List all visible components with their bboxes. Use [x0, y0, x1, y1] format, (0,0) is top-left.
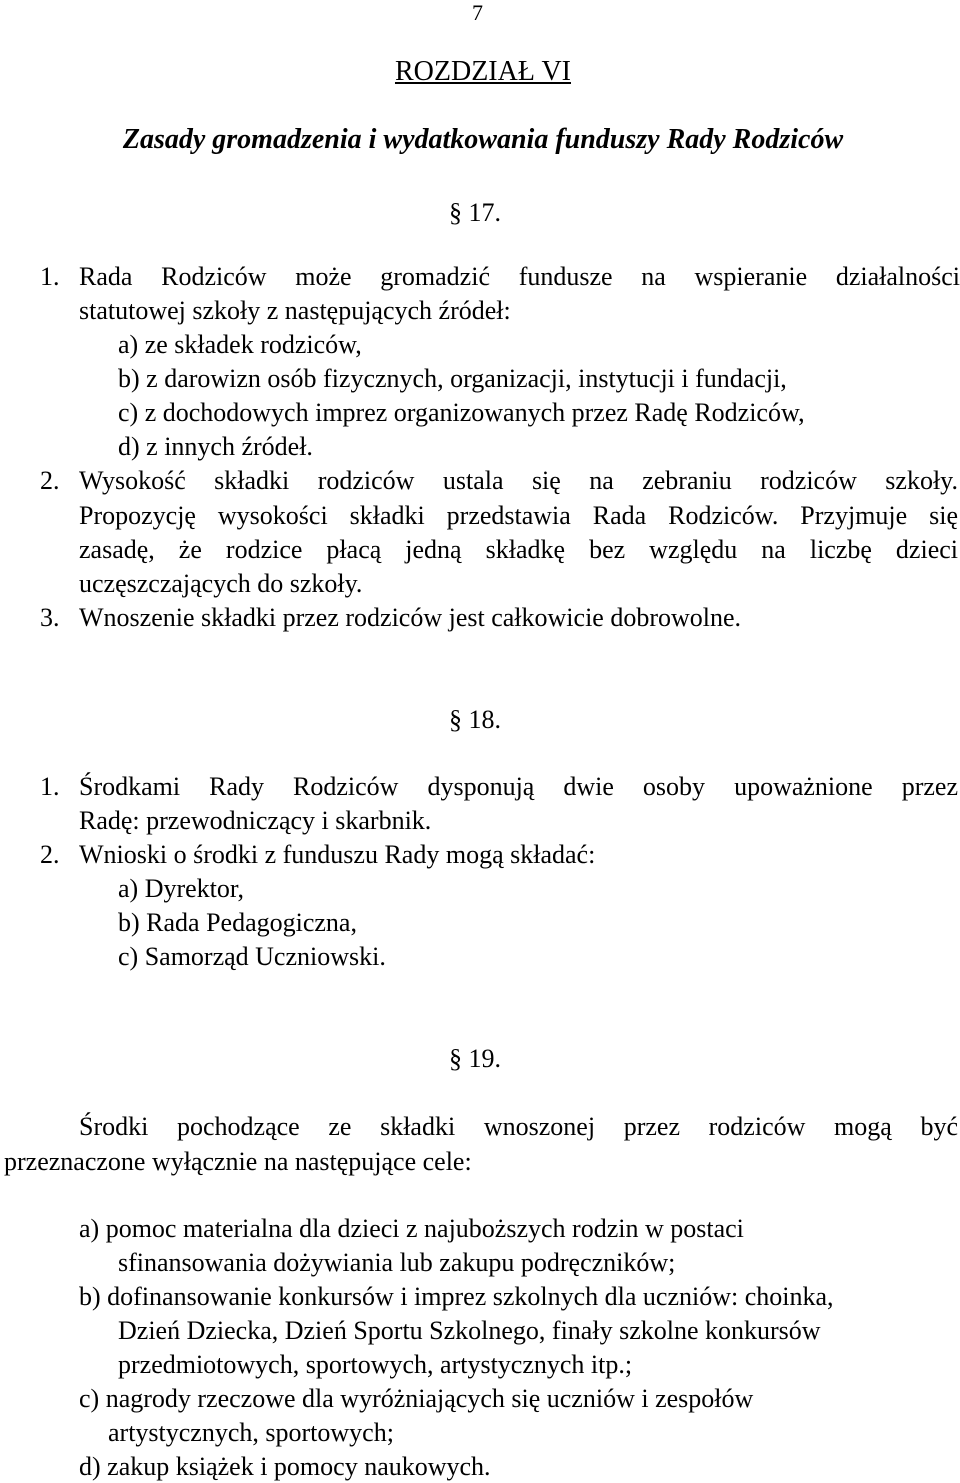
s18-item-2-number: 2. — [40, 840, 60, 869]
s19-item-d-line-1: d) zakup książek i pomocy naukowych. — [79, 1452, 491, 1481]
s17-item-1-number: 1. — [40, 262, 60, 291]
s19-intro-line-2: przeznaczone wyłącznie na następujące cele: — [4, 1147, 472, 1176]
s19-intro-line-1: Środki pochodzące ze składki wnoszonej przez rodziców mogą być — [79, 1112, 958, 1141]
chapter-title: ROZDZIAŁ VI — [394, 56, 571, 87]
s19-item-b-line-3: przedmiotowych, sportowych, artystycznych itp.; — [118, 1350, 633, 1379]
s17-item-1-b: b) z darowizn osób fizycznych, organizacji, instytucji i fundacji, — [118, 364, 787, 393]
s17-item-1-line-2: statutowej szkoły z następujących źródeł: — [79, 296, 511, 325]
s17-item-2-line-1: Wysokość składki rodziców ustala się na zebraniu rodziców szkoły. — [79, 466, 958, 495]
s19-item-c-line-2: artystycznych, sportowych; — [108, 1418, 394, 1447]
s18-item-1-line-1: Środkami Rady Rodziców dysponują dwie osoby upoważnione przez — [79, 772, 958, 801]
s19-item-b-line-1: b) dofinansowanie konkursów i imprez szkolnych dla uczniów: choinka, — [79, 1282, 834, 1311]
s17-item-2-line-4: uczęszczających do szkoły. — [79, 569, 363, 598]
s17-item-1-d: d) z innych źródeł. — [118, 432, 313, 461]
chapter-subtitle: Zasady gromadzenia i wydatkowania funduszy Rady Rodziców — [122, 124, 844, 155]
s17-item-3-number: 3. — [40, 603, 60, 632]
s17-item-2-line-3: zasadę, że rodzice płacą jedną składkę bez względu na liczbę dzieci — [79, 535, 958, 564]
s19-item-b-line-2: Dzień Dziecka, Dzień Sportu Szkolnego, finały szkolne konkursów — [118, 1316, 821, 1345]
s17-item-1-a: a) ze składek rodziców, — [118, 330, 362, 359]
s18-item-2-line-1: Wnioski o środki z funduszu Rady mogą składać: — [79, 840, 596, 869]
s18-item-2-a: a) Dyrektor, — [118, 874, 245, 903]
s17-item-2-line-2: Propozycję wysokości składki przedstawia Rada Rodziców. Przyjmuje się — [79, 501, 958, 530]
section-17-mark: § 17. — [449, 198, 501, 227]
s17-item-2-number: 2. — [40, 466, 60, 495]
s18-item-1-line-2: Radę: przewodniczący i skarbnik. — [79, 806, 432, 835]
s19-item-c-line-1: c) nagrody rzeczowe dla wyróżniających się uczniów i zespołów — [79, 1384, 754, 1413]
section-18-mark: § 18. — [449, 705, 501, 734]
section-19-mark: § 19. — [449, 1044, 501, 1073]
s18-item-2-b: b) Rada Pedagogiczna, — [118, 908, 357, 937]
page-number: 7 — [472, 0, 483, 25]
s17-item-1-c: c) z dochodowych imprez organizowanych przez Radę Rodziców, — [118, 398, 805, 427]
s17-item-1-line-1: Rada Rodziców może gromadzić fundusze na wspieranie działalności — [79, 262, 960, 291]
s18-item-2-c: c) Samorząd Uczniowski. — [118, 942, 386, 971]
s19-item-a-line-2: sfinansowania dożywiania lub zakupu podręczników; — [118, 1248, 676, 1277]
s19-item-a-line-1: a) pomoc materialna dla dzieci z najuboższych rodzin w postaci — [79, 1214, 744, 1243]
s17-item-3-line-1: Wnoszenie składki przez rodziców jest całkowicie dobrowolne. — [79, 603, 742, 632]
s18-item-1-number: 1. — [40, 772, 60, 801]
